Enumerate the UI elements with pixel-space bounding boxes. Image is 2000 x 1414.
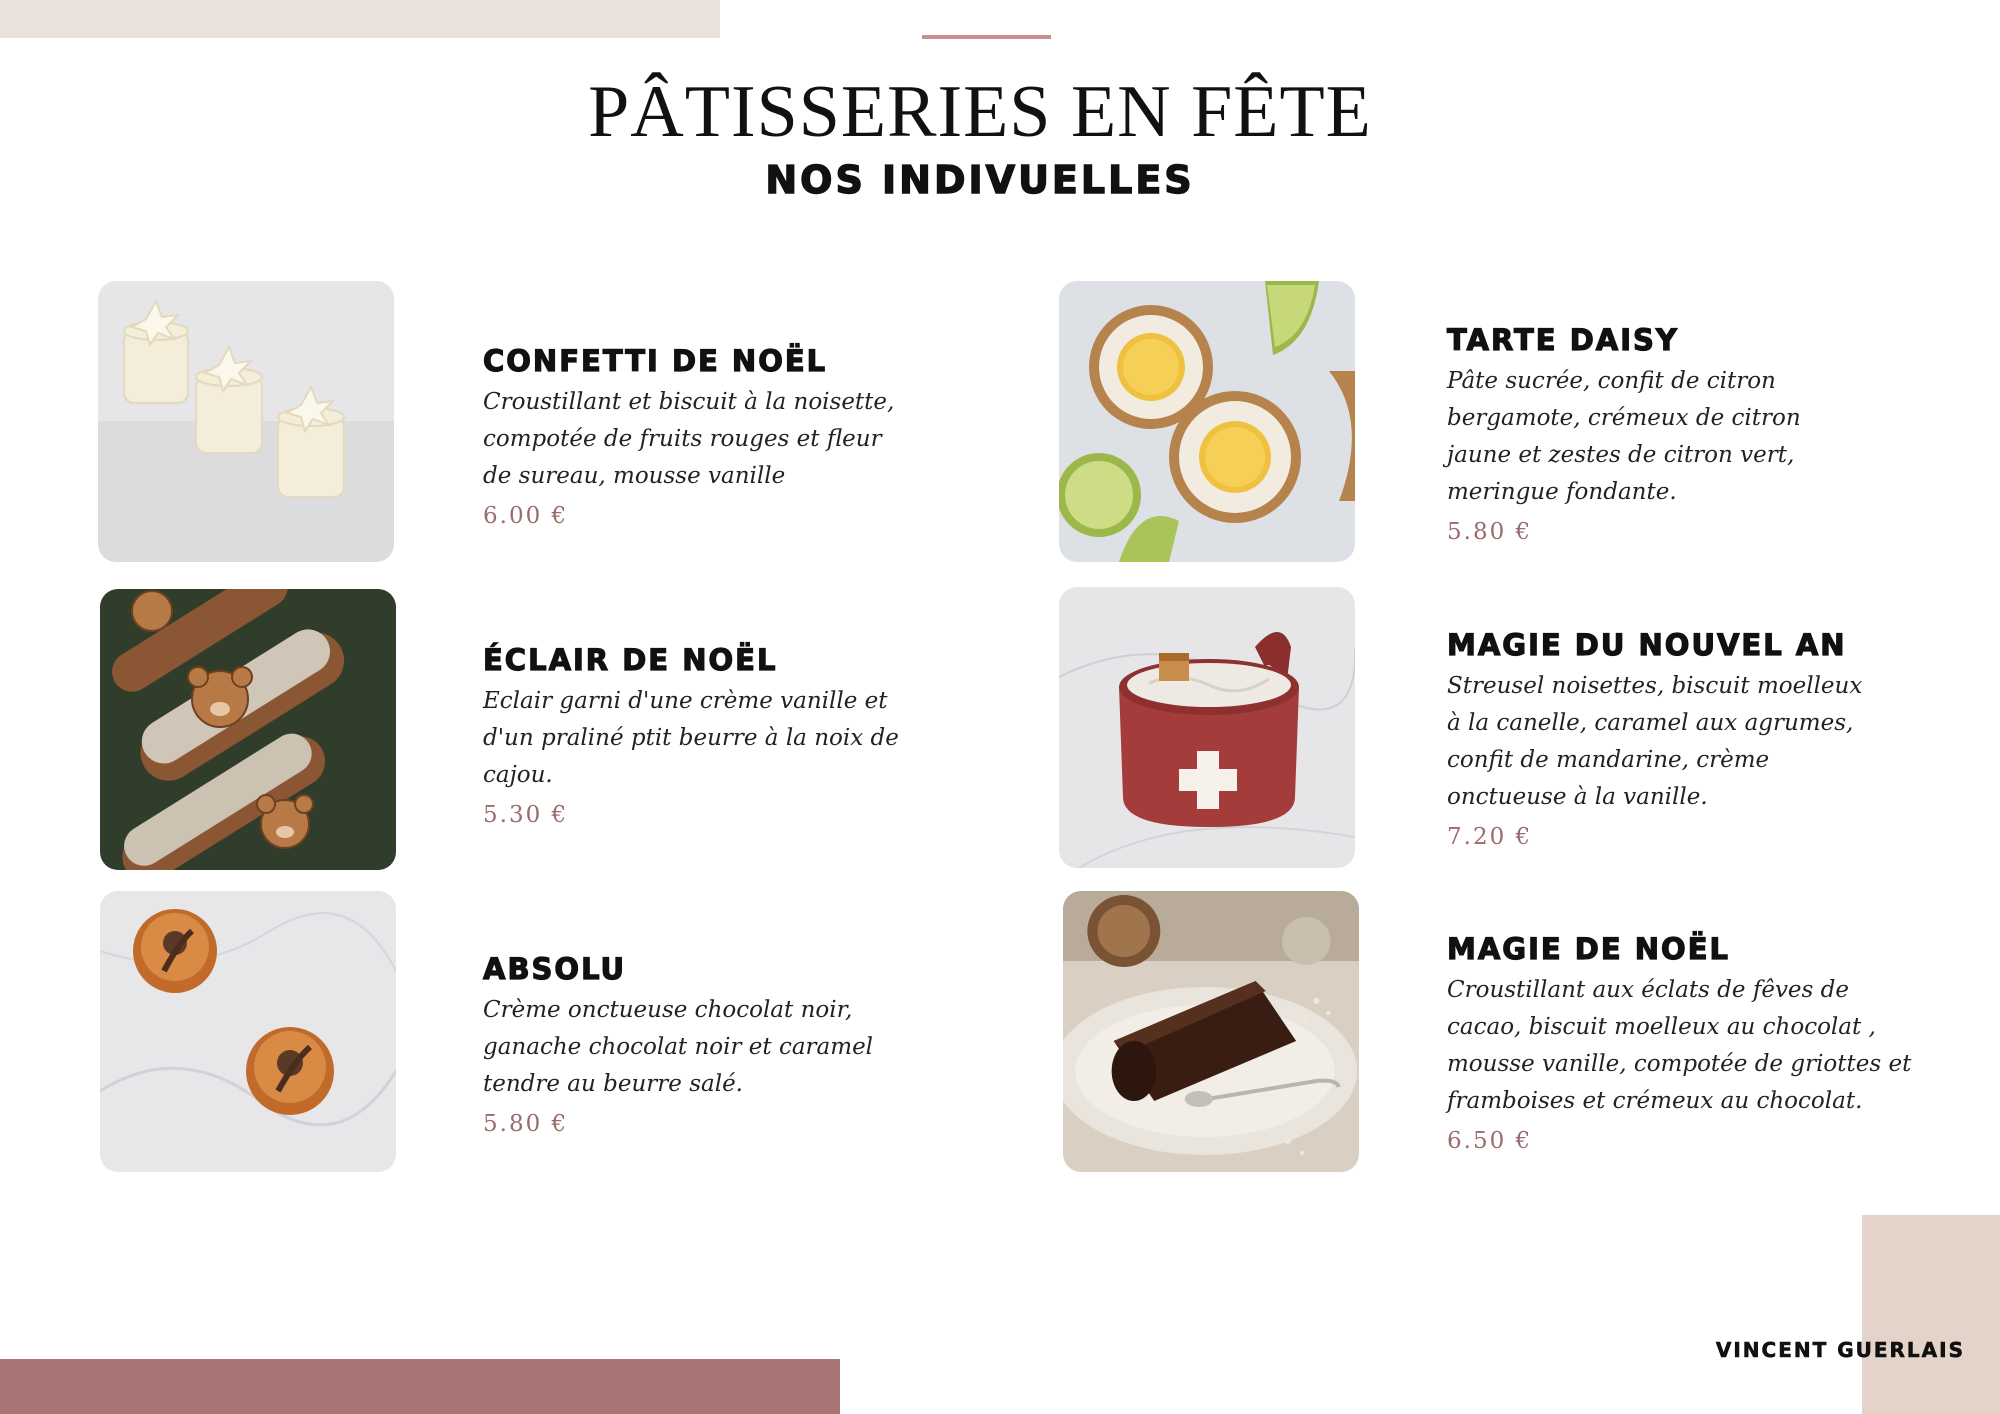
item-price: 6.50 € bbox=[1447, 1128, 1533, 1154]
page-subtitle: NOS INDIVUELLES bbox=[765, 158, 1195, 202]
item-price: 5.80 € bbox=[1447, 519, 1533, 545]
item-description: Croustillant et biscuit à la noisette, compotée de fruits rouges et fleur de sureau, mousse vanille bbox=[483, 389, 895, 489]
item-name: ABSOLU bbox=[483, 952, 627, 986]
item-name: ÉCLAIR DE NOËL bbox=[483, 643, 778, 677]
item-name: TARTE DAISY bbox=[1447, 323, 1679, 357]
eclair-de-noel-photo bbox=[100, 589, 396, 870]
menu-item bbox=[483, 344, 903, 529]
menu-item bbox=[483, 643, 903, 828]
item-price: 6.00 € bbox=[483, 503, 569, 529]
item-price: 5.80 € bbox=[483, 1111, 569, 1137]
menu-item bbox=[1447, 628, 1867, 850]
brand-name: VINCENT GUERLAIS bbox=[1715, 1338, 1965, 1362]
item-description: Streusel noisettes, biscuit moelleux à la canelle, caramel aux agrumes, confit de mandarine, crème onctueuse à la vanille. bbox=[1447, 673, 1863, 810]
item-description: Crème onctueuse chocolat noir, ganache chocolat noir et caramel tendre au beurre salé. bbox=[483, 997, 874, 1097]
item-description: Pâte sucrée, confit de citron bergamote, crémeux de citron jaune et zestes de citron vert, meringue fondante. bbox=[1447, 368, 1801, 505]
magie-du-nouvel-an-photo bbox=[1059, 587, 1355, 868]
confetti-de-noel-photo bbox=[98, 281, 394, 562]
item-name: MAGIE DE NOËL bbox=[1447, 932, 1730, 966]
top-accent-line bbox=[922, 35, 1051, 39]
item-price: 5.30 € bbox=[483, 802, 569, 828]
menu-item bbox=[483, 952, 903, 1137]
page-title: PÂTISSERIES EN FÊTE bbox=[588, 71, 1372, 153]
bottom-right-decorative-block bbox=[1862, 1215, 2000, 1414]
top-left-decorative-band bbox=[0, 0, 720, 38]
tarte-daisy-photo bbox=[1059, 281, 1355, 562]
item-price: 7.20 € bbox=[1447, 824, 1533, 850]
magie-de-noel-photo bbox=[1063, 891, 1359, 1172]
item-description: Croustillant aux éclats de fêves de cacao, biscuit moelleux au chocolat , mousse vanille, compotée de griottes et framboises et crémeux au chocolat. bbox=[1447, 977, 1912, 1114]
item-description: Eclair garni d'une crème vanille et d'un praliné ptit beurre à la noix de cajou. bbox=[483, 688, 899, 788]
menu-item bbox=[1447, 932, 1912, 1154]
bottom-left-decorative-band bbox=[0, 1359, 840, 1414]
menu-item bbox=[1447, 323, 1867, 545]
absolu-photo bbox=[100, 891, 396, 1172]
item-name: MAGIE DU NOUVEL AN bbox=[1447, 628, 1847, 662]
item-name: CONFETTI DE NOËL bbox=[483, 344, 828, 378]
